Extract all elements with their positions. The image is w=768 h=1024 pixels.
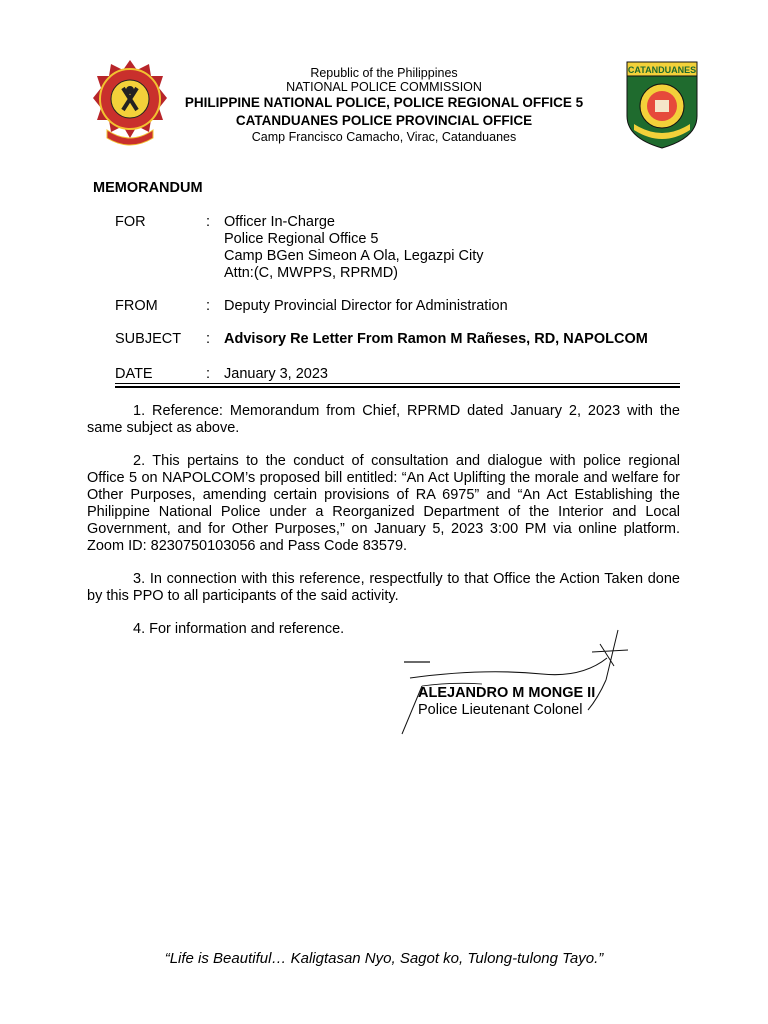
subject-colon: :	[206, 331, 211, 347]
header-rule-top	[115, 383, 680, 384]
handwritten-signature-icon	[392, 622, 642, 740]
paragraph-3	[87, 571, 680, 605]
header-catanduanes-ppo: CATANDUANES POLICE PROVINCIAL OFFICE	[235, 113, 533, 128]
paragraph-3-text: 3. In connection with this reference, respectfully to that Office the Action Taken done by this PPO to all participants of the said activity.	[87, 571, 680, 604]
date-label: DATE	[115, 366, 153, 382]
for-line-4: Attn:(C, MWPPS, RPRMD)	[224, 265, 399, 281]
memo-title: MEMORANDUM	[93, 180, 203, 196]
svg-text:CATANDUANES: CATANDUANES	[627, 65, 697, 75]
paragraph-1	[87, 403, 680, 437]
signatory-name: ALEJANDRO M MONGE II	[418, 685, 596, 701]
footer-motto: “Life is Beautiful… Kaligtasan Nyo, Sagot ko, Tulong-tulong Tayo.”	[164, 950, 604, 967]
from-colon: :	[206, 298, 211, 314]
subject-value: Advisory Re Letter From Ramon M Rañeses, RD, NAPOLCOM	[224, 331, 648, 347]
header-address: Camp Francisco Camacho, Virac, Catanduanes	[251, 130, 517, 144]
date-colon: :	[206, 366, 211, 382]
signatory-title: Police Lieutenant Colonel	[418, 702, 583, 718]
date-value: January 3, 2023	[224, 366, 328, 382]
paragraph-2	[87, 453, 680, 555]
paragraph-1-text: 1. Reference: Memorandum from Chief, RPRMD dated January 2, 2023 with the same subject as above.	[87, 403, 680, 436]
for-label: FOR	[115, 214, 146, 230]
header-pnp-pro5: PHILIPPINE NATIONAL POLICE, POLICE REGIONAL OFFICE 5	[184, 95, 584, 110]
subject-label: SUBJECT	[115, 331, 182, 347]
header-napolcom: NATIONAL POLICE COMMISSION	[286, 80, 482, 94]
for-line-2: Police Regional Office 5	[224, 231, 379, 247]
for-recipient	[224, 214, 484, 282]
paragraph-2-text: 2. This pertains to the conduct of consultation and dialogue with police regional Office 5 on NAPOLCOM’s proposed bill entitled: “An Act Uplifting the morale and welfare for Other Purposes, amending certain provisions of RA 6975” and “An Act Establishing the Philippine National Police under a Reorganized Department of the Interior and Local Government, and for Other Purposes,” on January 5, 2023 3:00 PM via online platform. Zoom ID: 8230750103056 and Pass Code 83579.	[87, 453, 680, 554]
for-line-3: Camp BGen Simeon A Ola, Legazpi City	[224, 248, 484, 264]
for-colon: :	[206, 214, 211, 230]
paragraph-4-text: 4. For information and reference.	[133, 621, 345, 637]
from-label: FROM	[115, 298, 158, 314]
for-line-1: Officer In-Charge	[224, 214, 335, 230]
header-rule-bottom	[115, 386, 680, 388]
header-republic: Republic of the Philippines	[310, 66, 458, 80]
from-value: Deputy Provincial Director for Administration	[224, 298, 508, 314]
